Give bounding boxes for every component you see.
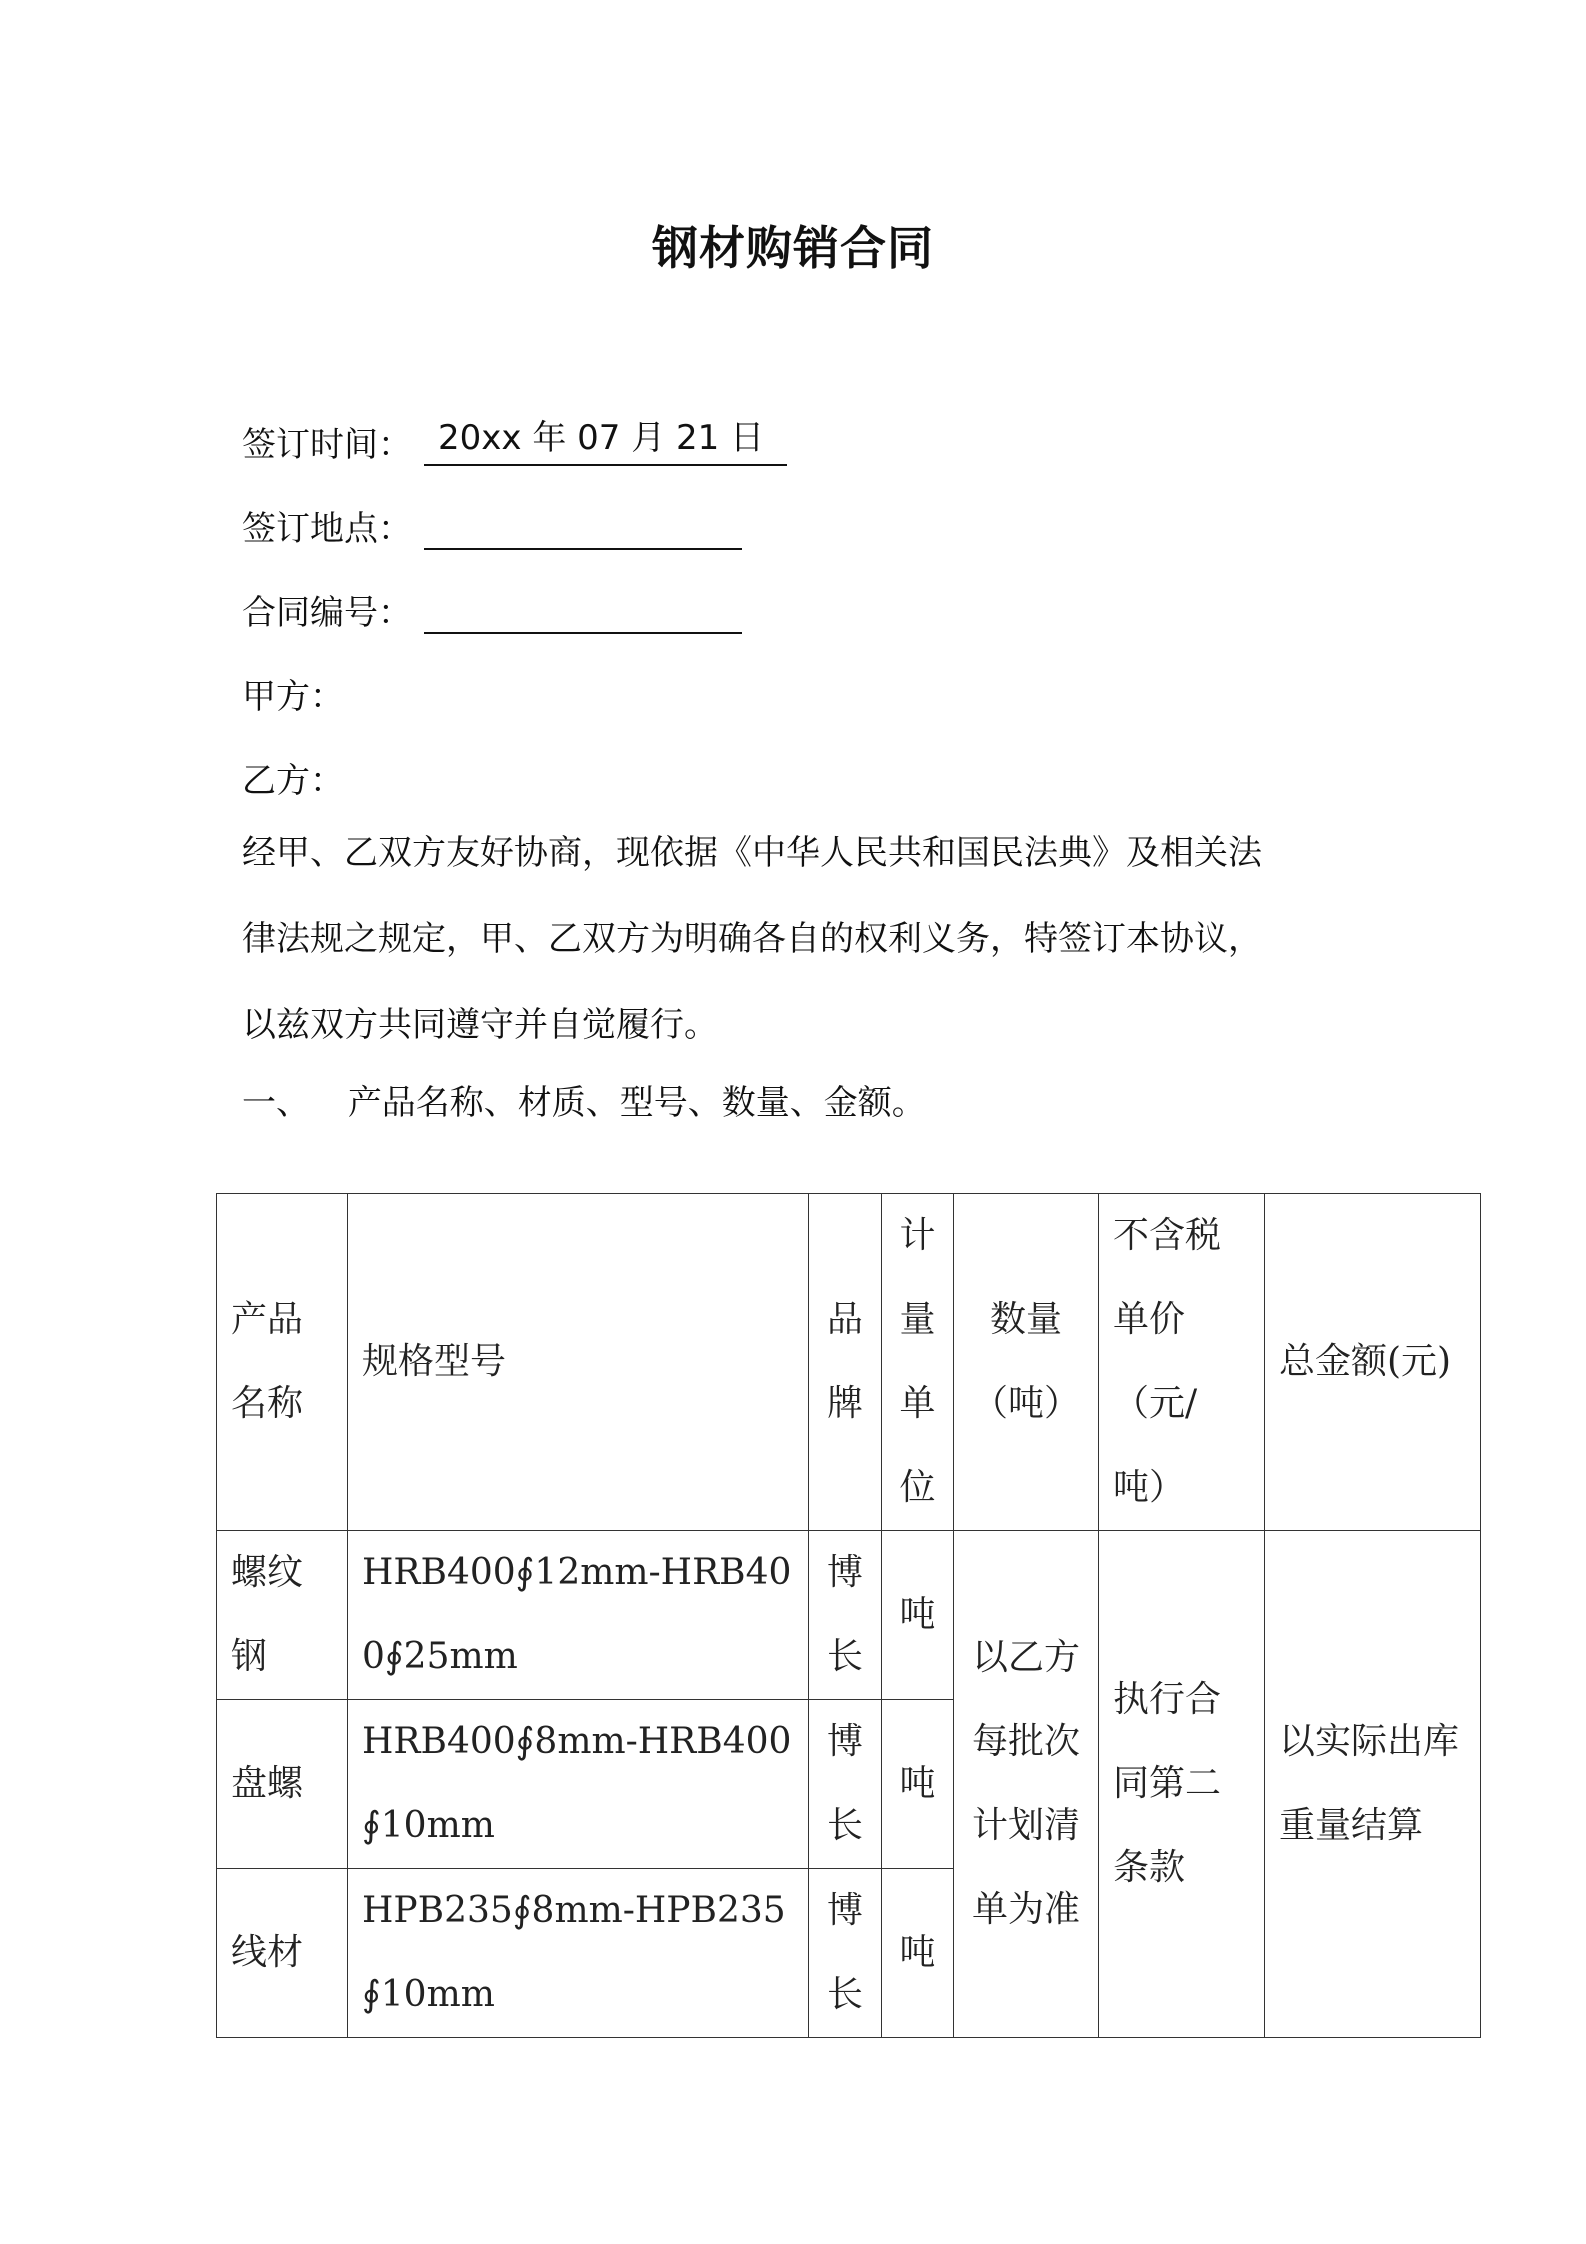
party-b-label: 乙方：	[242, 761, 344, 801]
party-a-label: 甲方：	[242, 677, 344, 717]
unit-cell: 吨	[882, 1531, 954, 1700]
spec-cell: HRB400∮12mm-HRB400∮25mm	[348, 1531, 809, 1700]
contract-no-label: 合同编号：	[242, 593, 412, 633]
sign-place-field	[242, 490, 742, 550]
header-unit-price: 不含税单价（元/吨）	[1099, 1194, 1265, 1531]
intro-line: 律法规之规定，甲、乙双方为明确各自的权利义务，特签订本协议，	[242, 919, 1262, 959]
intro-paragraph	[242, 810, 1392, 1068]
spec-cell: HRB400∮8mm-HRB400∮10mm	[348, 1700, 809, 1869]
contract-no-value[interactable]	[424, 580, 742, 634]
table-header-row	[217, 1194, 1481, 1531]
sign-place-value[interactable]	[424, 496, 742, 550]
contract-no-field	[242, 574, 742, 634]
header-spec: 规格型号	[348, 1194, 809, 1531]
product-table	[216, 1193, 1481, 2038]
section-heading	[242, 1075, 926, 1124]
product-name-cell: 线材	[217, 1869, 348, 2038]
intro-line: 以兹双方共同遵守并自觉履行。	[242, 1005, 718, 1045]
brand-cell: 博长	[809, 1531, 882, 1700]
section-title: 产品名称、材质、型号、数量、金额。	[347, 1083, 926, 1123]
header-product-name: 产品名称	[217, 1194, 348, 1531]
header-total-amount: 总金额(元)	[1265, 1194, 1481, 1531]
product-name-cell: 盘螺	[217, 1700, 348, 1869]
brand-cell: 博长	[809, 1869, 882, 2038]
spec-cell: HPB235∮8mm-HPB235∮10mm	[348, 1869, 809, 2038]
header-brand: 品牌	[809, 1194, 882, 1531]
unit-cell: 吨	[882, 1869, 954, 2038]
document-title: 钢材购销合同	[652, 221, 934, 275]
intro-line: 经甲、乙双方友好协商，现依据《中华人民共和国民法典》及相关法	[242, 833, 1262, 873]
table-row	[217, 1531, 1481, 1700]
sign-time-label: 签订时间：	[242, 425, 412, 465]
unit-price-merged-cell: 执行合同第二条款	[1099, 1531, 1265, 2038]
header-quantity: 数量（吨）	[954, 1194, 1099, 1531]
product-name-cell: 螺纹钢	[217, 1531, 348, 1700]
total-amount-merged-cell: 以实际出库重量结算	[1265, 1531, 1481, 2038]
sign-place-label: 签订地点：	[242, 509, 412, 549]
brand-cell: 博长	[809, 1700, 882, 1869]
party-b-field	[242, 742, 344, 802]
header-unit: 计量单位	[882, 1194, 954, 1531]
sign-time-field	[242, 406, 787, 466]
party-a-field	[242, 658, 344, 718]
unit-cell: 吨	[882, 1700, 954, 1869]
sign-time-value[interactable]: 20xx 年 07 月 21 日	[424, 412, 787, 466]
section-number: 一、	[242, 1083, 310, 1123]
quantity-merged-cell: 以乙方每批次计划清单为准	[954, 1531, 1099, 2038]
